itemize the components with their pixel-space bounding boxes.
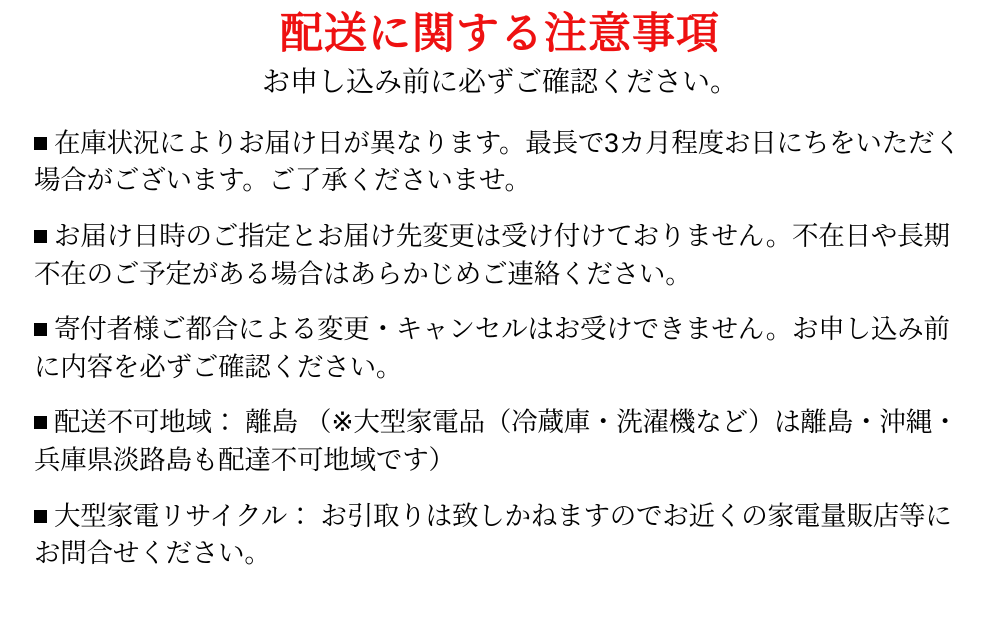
notice-page bbox=[0, 12, 1000, 633]
note-item bbox=[34, 125, 970, 200]
note-text: お届け日時のご指定とお届け先変更は受け付けておりません。不在日や長期不在のご予定がある場合はあらかじめご連絡ください。 bbox=[34, 220, 950, 289]
note-item bbox=[34, 498, 970, 573]
note-item bbox=[34, 218, 970, 293]
note-text: 配送不可地域： 離島 （※大型家電品（冷蔵庫・洗濯機など）は離島・沖縄・兵庫県淡路島も配達不可地域です） bbox=[34, 407, 959, 476]
square-bullet-icon bbox=[34, 230, 47, 243]
note-item bbox=[34, 404, 970, 479]
square-bullet-icon bbox=[34, 510, 47, 523]
page-subtitle: お申し込み前に必ずご確認ください。 bbox=[261, 66, 738, 98]
note-text: 大型家電リサイクル： お引取りは致しかねますのでお近くの家電量販店等にお問合せください。 bbox=[34, 500, 952, 569]
note-text: 寄付者様ご都合による変更・キャンセルはお受けできません。お申し込み前に内容を必ずご確認ください。 bbox=[34, 314, 950, 382]
square-bullet-icon bbox=[34, 416, 47, 429]
page-title: 配送に関する注意事項 bbox=[280, 10, 720, 58]
notes-list bbox=[0, 125, 1000, 573]
square-bullet-icon bbox=[34, 323, 47, 336]
note-item bbox=[34, 311, 970, 386]
note-text: 在庫状況によりお届け日が異なります。最長で3カ月程度お日にちをいただく場合がございます。ご了承くださいませ。 bbox=[34, 127, 961, 196]
square-bullet-icon bbox=[34, 137, 47, 150]
